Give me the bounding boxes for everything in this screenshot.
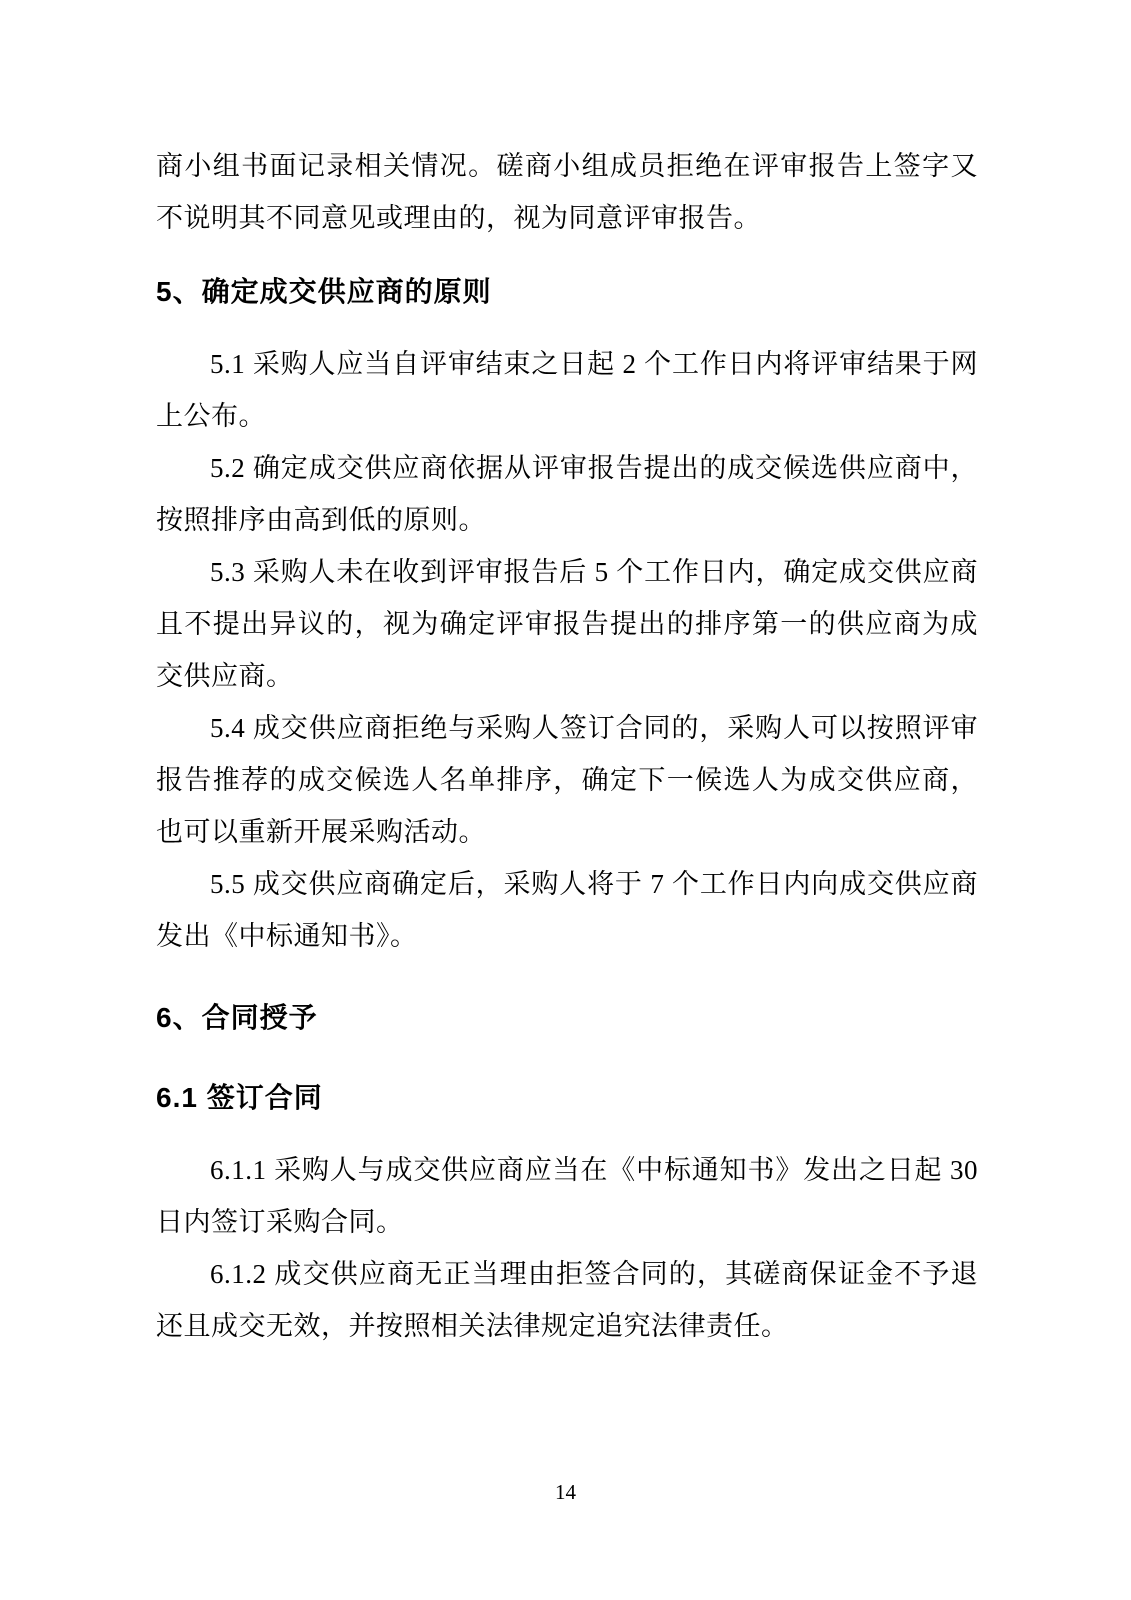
paragraph-6-1-1: 6.1.1 采购人与成交供应商应当在《中标通知书》发出之日起 30 日内签订采购合同。 bbox=[156, 1155, 978, 1237]
paragraph-5-4: 5.4 成交供应商拒绝与采购人签订合同的，采购人可以按照评审报告推荐的成交候选人名单排序，确定下一候选人为成交供应商，也可以重新开展采购活动。 bbox=[156, 713, 978, 847]
paragraph-5-1: 5.1 采购人应当自评审结束之日起 2 个工作日内将评审结果于网上公布。 bbox=[156, 349, 978, 431]
paragraph-continuation: 商小组书面记录相关情况。磋商小组成员拒绝在评审报告上签字又不说明其不同意见或理由的，视为同意评审报告。 bbox=[156, 151, 978, 233]
paragraph-6-1-2: 6.1.2 成交供应商无正当理由拒签合同的，其磋商保证金不予退还且成交无效，并按照相关法律规定追究法律责任。 bbox=[156, 1259, 978, 1341]
document-body bbox=[156, 140, 978, 1352]
section-heading-6-1: 6.1 签订合同 bbox=[156, 1082, 323, 1113]
section-heading-6: 6、合同授予 bbox=[156, 1002, 318, 1033]
page-number: 14 bbox=[555, 1480, 576, 1504]
section-heading-5: 5、确定成交供应商的原则 bbox=[156, 276, 492, 307]
paragraph-5-5: 5.5 成交供应商确定后，采购人将于 7 个工作日内向成交供应商发出《中标通知书》。 bbox=[156, 869, 978, 951]
paragraph-5-2: 5.2 确定成交供应商依据从评审报告提出的成交候选供应商中，按照排序由高到低的原则。 bbox=[156, 453, 978, 535]
paragraph-5-3: 5.3 采购人未在收到评审报告后 5 个工作日内，确定成交供应商且不提出异议的，视为确定评审报告提出的排序第一的供应商为成交供应商。 bbox=[156, 557, 978, 691]
